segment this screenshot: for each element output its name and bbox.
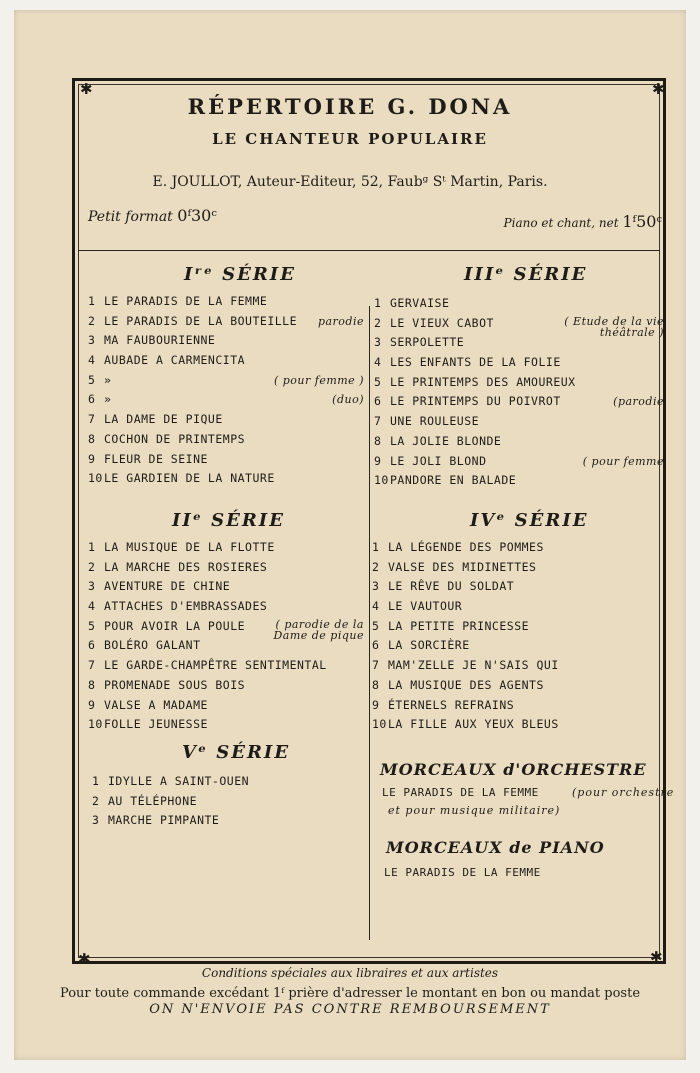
item-number: 2: [92, 793, 100, 808]
item-number: 3: [372, 579, 380, 594]
item-title: AVENTURE DE CHINE: [104, 579, 231, 594]
item-title: LA MARCHE DES ROSIERES: [104, 559, 268, 574]
list-item: [372, 715, 662, 735]
item-number: 7: [372, 658, 380, 673]
piano-format-price: [504, 212, 662, 231]
list-item: [88, 331, 366, 351]
header-divider: [78, 250, 660, 251]
item-note: (parodie: [613, 395, 664, 409]
footer-order-note: Pour toute commande excédant 1ᶠ prière d'adresser le montant en bon ou mandat poste: [59, 986, 641, 1001]
item-title: LA MUSIQUE DES AGENTS: [388, 677, 544, 692]
item-number: 10: [374, 473, 389, 488]
list-item: [92, 792, 362, 812]
item-note: ( pour femme: [582, 454, 664, 468]
editor-line: E. JOULLOT, Auteur-Editeur, 52, Faubᵍ Sᵗ Martin, Paris.: [152, 174, 548, 190]
item-number: 4: [374, 355, 382, 370]
item-number: 6: [372, 638, 380, 653]
item-number: 5: [88, 618, 96, 633]
orchestra-piece: LE PARADIS DE LA FEMME: [382, 786, 539, 799]
item-note: ( pour femme ): [273, 373, 364, 387]
item-number: 7: [374, 414, 382, 429]
list-item: [374, 353, 666, 373]
item-number: 9: [372, 697, 380, 712]
item-number: 6: [374, 394, 382, 409]
item-title: VALSE A MADAME: [104, 697, 208, 712]
item-title: LE PRINTEMPS DU POIVROT: [390, 394, 561, 409]
page-subtitle: LE CHANTEUR POPULAIRE: [212, 130, 488, 148]
item-title: LE PRINTEMPS DES AMOUREUX: [390, 374, 576, 389]
list-item: [88, 371, 366, 391]
item-title: LE VAUTOUR: [388, 599, 463, 614]
item-title: LA PETITE PRINCESSE: [388, 618, 530, 633]
list-item: [92, 811, 362, 831]
item-number: 5: [372, 618, 380, 633]
item-title: »: [104, 392, 112, 407]
item-number: 2: [88, 313, 96, 328]
list-item: [88, 617, 366, 642]
list-item: [372, 558, 662, 578]
corner-star-icon: ✱: [650, 948, 663, 966]
list-item: [88, 312, 366, 332]
item-title: BOLÉRO GALANT: [104, 638, 201, 653]
item-number: 1: [372, 540, 380, 554]
item-note: ( Etude de la vie théâtrale ): [564, 314, 664, 339]
item-number: 10: [88, 471, 103, 486]
item-title: LE RÊVE DU SOLDAT: [388, 579, 515, 594]
list-item: [374, 314, 666, 339]
item-number: 3: [88, 333, 96, 348]
small-format-value: 0ᶠ30ᶜ: [177, 206, 217, 225]
serie-4-title: IVᵉ SÉRIE: [470, 510, 589, 531]
list-item: [88, 715, 366, 735]
serie-2-title: IIᵉ SÉRIE: [172, 510, 285, 531]
item-number: 3: [374, 335, 382, 350]
serie-3-list: [374, 294, 666, 491]
orchestra-title: MORCEAUX d'ORCHESTRE: [380, 760, 647, 779]
corner-star-icon: ✱: [80, 80, 93, 98]
item-title: UNE ROULEUSE: [390, 414, 480, 429]
orchestra-note: (pour orchestre: [572, 786, 675, 799]
item-title: PANDORE EN BALADE: [390, 473, 517, 488]
item-number: 1: [374, 296, 382, 310]
item-number: 3: [88, 579, 96, 594]
list-item: [374, 373, 666, 393]
item-title: ATTACHES D'EMBRASSADES: [104, 599, 268, 614]
item-title: LE JOLI BLOND: [390, 453, 487, 468]
list-item: [372, 636, 662, 656]
item-number: 1: [88, 540, 96, 554]
item-note: parodie: [317, 314, 364, 328]
item-title: COCHON DE PRINTEMPS: [104, 431, 246, 446]
item-title: MARCHE PIMPANTE: [108, 813, 220, 828]
item-title: MA FAUBOURIENNE: [104, 333, 216, 348]
serie-5-title: Vᵉ SÉRIE: [182, 742, 291, 763]
list-item: [88, 676, 366, 696]
item-title: LA FILLE AUX YEUX BLEUS: [388, 717, 559, 732]
serie-4-list: [372, 538, 662, 735]
list-item: [374, 294, 666, 314]
serie-5-list: [92, 772, 362, 831]
serie-1-title: Iʳᵉ SÉRIE: [184, 264, 296, 285]
item-note: (duo): [332, 393, 364, 407]
item-number: 4: [88, 599, 96, 614]
item-note: ( parodie de la Dame de pique: [273, 617, 364, 642]
item-title: SERPOLETTE: [390, 335, 465, 350]
list-item: [88, 410, 366, 430]
piano-format-value: 1ᶠ50ᶜ: [622, 212, 662, 231]
item-number: 10: [88, 717, 103, 732]
list-item: [88, 636, 366, 656]
item-number: 8: [372, 677, 380, 692]
item-number: 7: [88, 658, 96, 673]
item-title: AUBADE A CARMENCITA: [104, 353, 246, 368]
list-item: [88, 430, 366, 450]
list-item: [88, 656, 366, 676]
corner-star-icon: ✱: [78, 950, 91, 968]
list-item: [372, 577, 662, 597]
list-item: [88, 292, 366, 312]
item-number: 2: [88, 559, 96, 574]
item-number: 10: [372, 717, 387, 732]
item-title: LE PARADIS DE LA BOUTEILLE: [104, 313, 298, 328]
list-item: [88, 696, 366, 716]
list-item: [374, 471, 666, 491]
list-item: [372, 656, 662, 676]
list-item: [372, 617, 662, 637]
list-item: [374, 412, 666, 432]
item-title: MAM'ZELLE JE N'SAIS QUI: [388, 658, 559, 673]
serie-2-list: [88, 538, 366, 735]
item-title: LA SORCIÈRE: [388, 638, 470, 653]
list-item: [374, 333, 666, 353]
item-number: 4: [88, 353, 96, 368]
item-number: 2: [374, 315, 382, 330]
list-item: [88, 351, 366, 371]
serie-3-title: IIIᵉ SÉRIE: [464, 264, 588, 285]
list-item: [88, 538, 366, 558]
item-title: POUR AVOIR LA POULE: [104, 618, 246, 633]
item-number: 8: [374, 433, 382, 448]
item-number: 9: [88, 697, 96, 712]
item-number: 6: [88, 392, 96, 407]
item-title: IDYLLE A SAINT-OUEN: [108, 774, 250, 788]
item-title: ÉTERNELS REFRAINS: [388, 697, 515, 712]
item-title: VALSE DES MIDINETTES: [388, 559, 537, 574]
list-item: [374, 392, 666, 412]
item-number: 2: [372, 559, 380, 574]
item-number: 9: [374, 453, 382, 468]
item-title: FLEUR DE SEINE: [104, 451, 208, 466]
item-number: 7: [88, 412, 96, 427]
item-number: 1: [92, 774, 100, 788]
orchestra-note-2: et pour musique militaire): [388, 804, 561, 817]
serie-1-list: [88, 292, 366, 489]
list-item: [88, 597, 366, 617]
page-title: RÉPERTOIRE G. DONA: [187, 94, 513, 119]
item-number: 4: [372, 599, 380, 614]
list-item: [92, 772, 362, 792]
list-item: [372, 696, 662, 716]
item-number: 5: [88, 372, 96, 387]
small-format-price: [88, 206, 217, 225]
item-title: FOLLE JEUNESSE: [104, 717, 208, 732]
item-title: PROMENADE SOUS BOIS: [104, 677, 246, 692]
item-number: 3: [92, 813, 100, 828]
item-title: LE GARDIEN DE LA NATURE: [104, 471, 275, 486]
list-item: [88, 450, 366, 470]
footer-warning: ON N'ENVOIE PAS CONTRE REMBOURSEMENT: [149, 1002, 551, 1017]
list-item: [372, 676, 662, 696]
item-title: LA DAME DE PIQUE: [104, 412, 223, 427]
list-item: [374, 452, 666, 472]
item-title: GERVAISE: [390, 296, 450, 310]
item-title: LA LÉGENDE DES POMMES: [388, 540, 544, 554]
item-number: 8: [88, 431, 96, 446]
list-item: [88, 390, 366, 410]
item-number: 8: [88, 677, 96, 692]
list-item: [88, 558, 366, 578]
item-number: 1: [88, 294, 96, 308]
item-title: LA JOLIE BLONDE: [390, 433, 502, 448]
item-title: LES ENFANTS DE LA FOLIE: [390, 355, 561, 370]
list-item: [372, 597, 662, 617]
piano-format-label: Piano et chant, net: [503, 216, 619, 230]
item-number: 5: [374, 374, 382, 389]
piano-title: MORCEAUX de PIANO: [386, 838, 605, 857]
list-item: [372, 538, 662, 558]
item-title: AU TÉLÉPHONE: [108, 793, 198, 808]
list-item: [88, 469, 366, 489]
item-title: LE VIEUX CABOT: [390, 315, 494, 330]
column-divider: [369, 306, 370, 940]
item-title: LE PARADIS DE LA FEMME: [104, 294, 268, 308]
piano-piece: LE PARADIS DE LA FEMME: [384, 866, 541, 879]
list-item: [88, 577, 366, 597]
small-format-label: Petit format: [88, 209, 173, 225]
footer-conditions: Conditions spéciales aux libraires et aux artistes: [201, 966, 499, 980]
list-item: [374, 432, 666, 452]
item-title: »: [104, 372, 112, 387]
item-title: LE GARDE-CHAMPÊTRE SENTIMENTAL: [104, 658, 327, 673]
item-title: LA MUSIQUE DE LA FLOTTE: [104, 540, 275, 554]
item-number: 6: [88, 638, 96, 653]
item-number: 9: [88, 451, 96, 466]
corner-star-icon: ✱: [652, 80, 665, 98]
